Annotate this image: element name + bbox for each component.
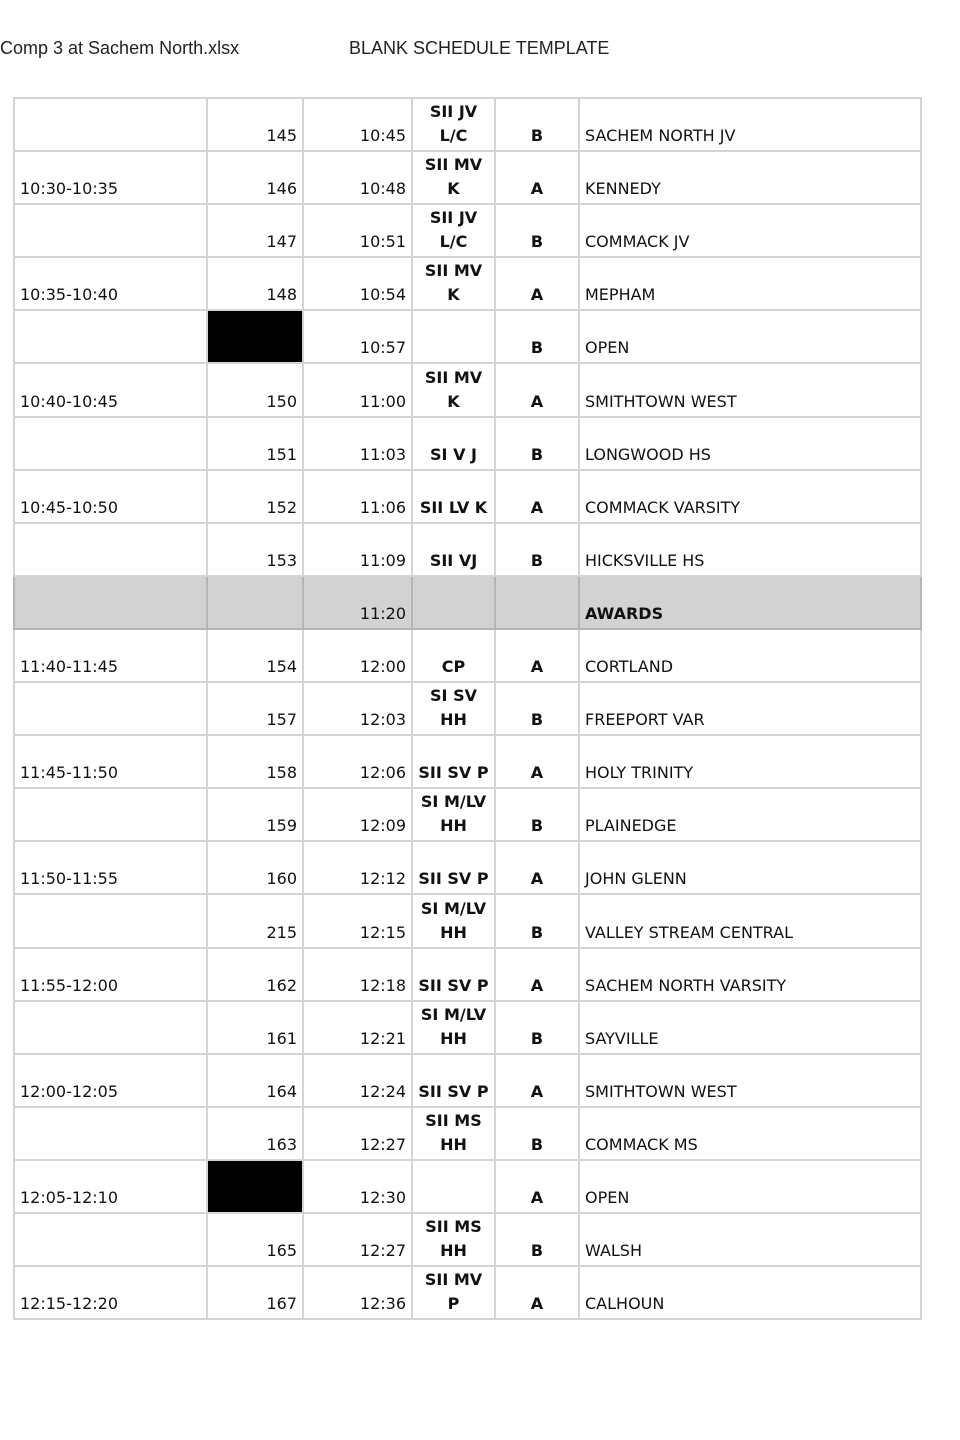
entry-number-cell: 160: [207, 841, 303, 894]
division-cell: SII JV L/C: [412, 98, 495, 151]
panel-cell: B: [495, 310, 579, 363]
panel-cell: [495, 576, 579, 629]
file-name: Comp 3 at Sachem North.xlsx: [0, 38, 240, 58]
division-cell: SI V J: [412, 417, 495, 470]
time-slot-cell: 12:15-12:20: [14, 1266, 207, 1319]
perform-time-cell: 12:36: [303, 1266, 412, 1319]
table-row: [14, 470, 921, 523]
time-slot-cell: 11:40-11:45: [14, 629, 207, 682]
perform-time-cell: 12:27: [303, 1107, 412, 1160]
team-cell: SACHEM NORTH VARSITY: [579, 948, 921, 1001]
table-row: [14, 948, 921, 1001]
table-row: [14, 523, 921, 576]
panel-cell: B: [495, 523, 579, 576]
panel-cell: A: [495, 151, 579, 204]
entry-number-cell: 145: [207, 98, 303, 151]
panel-cell: A: [495, 1054, 579, 1107]
entry-number-cell: 157: [207, 682, 303, 735]
time-slot-cell: [14, 788, 207, 841]
schedule-table: [13, 97, 922, 1320]
entry-number-cell: 165: [207, 1213, 303, 1266]
time-slot-cell: 11:50-11:55: [14, 841, 207, 894]
team-cell: SACHEM NORTH JV: [579, 98, 921, 151]
entry-number-cell: 163: [207, 1107, 303, 1160]
division-cell: SI M/LV HH: [412, 788, 495, 841]
team-cell: SMITHTOWN WEST: [579, 1054, 921, 1107]
entry-number-cell: 167: [207, 1266, 303, 1319]
entry-number-cell: 159: [207, 788, 303, 841]
perform-time-cell: 12:18: [303, 948, 412, 1001]
team-cell: KENNEDY: [579, 151, 921, 204]
team-cell: VALLEY STREAM CENTRAL: [579, 894, 921, 947]
table-row: [14, 1107, 921, 1160]
time-slot-cell: 12:00-12:05: [14, 1054, 207, 1107]
blacked-out-cell: [207, 310, 303, 363]
division-cell: SII MS HH: [412, 1213, 495, 1266]
perform-time-cell: 10:57: [303, 310, 412, 363]
table-row: [14, 1213, 921, 1266]
table-row: [14, 151, 921, 204]
team-cell: CALHOUN: [579, 1266, 921, 1319]
table-row: [14, 735, 921, 788]
table-row: [14, 1054, 921, 1107]
awards-row: [14, 576, 921, 629]
entry-number-cell: 162: [207, 948, 303, 1001]
perform-time-cell: 12:09: [303, 788, 412, 841]
panel-cell: A: [495, 841, 579, 894]
team-cell: HICKSVILLE HS: [579, 523, 921, 576]
perform-time-cell: 10:45: [303, 98, 412, 151]
time-slot-cell: [14, 1213, 207, 1266]
entry-number-cell: 152: [207, 470, 303, 523]
division-cell: [412, 576, 495, 629]
time-slot-cell: [14, 417, 207, 470]
panel-cell: A: [495, 257, 579, 310]
team-cell: COMMACK VARSITY: [579, 470, 921, 523]
division-cell: [412, 1160, 495, 1213]
time-slot-cell: [14, 576, 207, 629]
table-row: [14, 788, 921, 841]
perform-time-cell: 12:03: [303, 682, 412, 735]
division-cell: SII MV K: [412, 363, 495, 416]
division-cell: SI M/LV HH: [412, 1001, 495, 1054]
division-cell: SI M/LV HH: [412, 894, 495, 947]
table-row: [14, 204, 921, 257]
table-row: [14, 1160, 921, 1213]
time-slot-cell: [14, 682, 207, 735]
perform-time-cell: 11:00: [303, 363, 412, 416]
team-cell: COMMACK MS: [579, 1107, 921, 1160]
panel-cell: B: [495, 98, 579, 151]
team-cell: JOHN GLENN: [579, 841, 921, 894]
perform-time-cell: 12:12: [303, 841, 412, 894]
perform-time-cell: 11:06: [303, 470, 412, 523]
perform-time-cell: 12:30: [303, 1160, 412, 1213]
division-cell: SII SV P: [412, 948, 495, 1001]
entry-number-cell: 215: [207, 894, 303, 947]
perform-time-cell: 12:00: [303, 629, 412, 682]
table-row: [14, 417, 921, 470]
time-slot-cell: [14, 98, 207, 151]
panel-cell: B: [495, 204, 579, 257]
team-cell: LONGWOOD HS: [579, 417, 921, 470]
panel-cell: B: [495, 1001, 579, 1054]
table-row: [14, 257, 921, 310]
panel-cell: B: [495, 1213, 579, 1266]
division-cell: SII SV P: [412, 1054, 495, 1107]
table-row: [14, 310, 921, 363]
perform-time-cell: 12:15: [303, 894, 412, 947]
perform-time-cell: 11:09: [303, 523, 412, 576]
entry-number-cell: 154: [207, 629, 303, 682]
panel-cell: A: [495, 470, 579, 523]
division-cell: SII MV P: [412, 1266, 495, 1319]
team-cell: OPEN: [579, 1160, 921, 1213]
table-row: [14, 363, 921, 416]
division-cell: SII SV P: [412, 841, 495, 894]
team-cell: CORTLAND: [579, 629, 921, 682]
team-cell: SMITHTOWN WEST: [579, 363, 921, 416]
panel-cell: B: [495, 417, 579, 470]
perform-time-cell: 10:48: [303, 151, 412, 204]
time-slot-cell: [14, 894, 207, 947]
division-cell: SI SV HH: [412, 682, 495, 735]
table-row: [14, 98, 921, 151]
perform-time-cell: 11:03: [303, 417, 412, 470]
entry-number-cell: 147: [207, 204, 303, 257]
panel-cell: B: [495, 788, 579, 841]
team-cell: OPEN: [579, 310, 921, 363]
team-cell: WALSH: [579, 1213, 921, 1266]
time-slot-cell: 12:05-12:10: [14, 1160, 207, 1213]
division-cell: SII LV K: [412, 470, 495, 523]
division-cell: [412, 310, 495, 363]
table-row: [14, 894, 921, 947]
table-row: [14, 1266, 921, 1319]
entry-number-cell: 153: [207, 523, 303, 576]
time-slot-cell: 10:30-10:35: [14, 151, 207, 204]
division-cell: SII SV P: [412, 735, 495, 788]
table-row: [14, 1001, 921, 1054]
panel-cell: B: [495, 682, 579, 735]
team-cell: COMMACK JV: [579, 204, 921, 257]
division-cell: SII MV K: [412, 257, 495, 310]
time-slot-cell: 11:55-12:00: [14, 948, 207, 1001]
entry-number-cell: 161: [207, 1001, 303, 1054]
team-cell: PLAINEDGE: [579, 788, 921, 841]
entry-number-cell: 151: [207, 417, 303, 470]
time-slot-cell: 10:35-10:40: [14, 257, 207, 310]
division-cell: SII MS HH: [412, 1107, 495, 1160]
team-cell: FREEPORT VAR: [579, 682, 921, 735]
entry-number-cell: 164: [207, 1054, 303, 1107]
time-slot-cell: [14, 310, 207, 363]
perform-time-cell: 12:06: [303, 735, 412, 788]
time-slot-cell: [14, 1107, 207, 1160]
perform-time-cell: 10:51: [303, 204, 412, 257]
panel-cell: A: [495, 1266, 579, 1319]
division-cell: SII JV L/C: [412, 204, 495, 257]
entry-number-cell: [207, 576, 303, 629]
division-cell: SII VJ: [412, 523, 495, 576]
team-cell: SAYVILLE: [579, 1001, 921, 1054]
time-slot-cell: 10:45-10:50: [14, 470, 207, 523]
time-slot-cell: [14, 1001, 207, 1054]
table-row: [14, 629, 921, 682]
panel-cell: A: [495, 629, 579, 682]
perform-time-cell: 11:20: [303, 576, 412, 629]
panel-cell: B: [495, 1107, 579, 1160]
perform-time-cell: 12:27: [303, 1213, 412, 1266]
panel-cell: A: [495, 1160, 579, 1213]
entry-number-cell: 146: [207, 151, 303, 204]
perform-time-cell: 12:21: [303, 1001, 412, 1054]
panel-cell: B: [495, 894, 579, 947]
time-slot-cell: 11:45-11:50: [14, 735, 207, 788]
team-cell: MEPHAM: [579, 257, 921, 310]
entry-number-cell: 148: [207, 257, 303, 310]
team-cell: HOLY TRINITY: [579, 735, 921, 788]
table-row: [14, 841, 921, 894]
division-cell: SII MV K: [412, 151, 495, 204]
panel-cell: A: [495, 735, 579, 788]
perform-time-cell: 10:54: [303, 257, 412, 310]
blacked-out-cell: [207, 1160, 303, 1213]
time-slot-cell: 10:40-10:45: [14, 363, 207, 416]
entry-number-cell: 158: [207, 735, 303, 788]
perform-time-cell: 12:24: [303, 1054, 412, 1107]
time-slot-cell: [14, 204, 207, 257]
panel-cell: A: [495, 363, 579, 416]
page-title: BLANK SCHEDULE TEMPLATE: [349, 38, 610, 58]
awards-label: AWARDS: [579, 576, 921, 629]
entry-number-cell: 150: [207, 363, 303, 416]
panel-cell: A: [495, 948, 579, 1001]
table-row: [14, 682, 921, 735]
division-cell: CP: [412, 629, 495, 682]
time-slot-cell: [14, 523, 207, 576]
